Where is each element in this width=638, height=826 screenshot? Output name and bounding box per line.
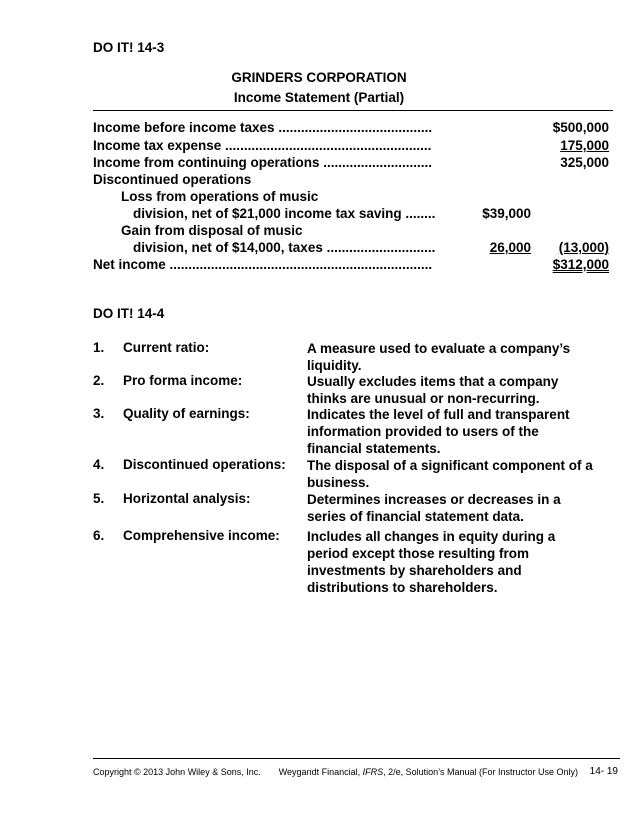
statement-row: [93, 120, 623, 138]
item-term: Current ratio:: [123, 340, 210, 355]
item-number: 5.: [93, 491, 105, 506]
row-amount: 175,000: [560, 138, 609, 153]
row-label: Discontinued operations: [93, 172, 252, 187]
footer-rule: [93, 758, 620, 759]
statement-row: [93, 206, 623, 224]
item-term: Pro forma income:: [123, 373, 243, 388]
row-amount: 325,000: [560, 155, 609, 170]
page-number: 14- 19: [589, 766, 618, 777]
item-number: 6.: [93, 528, 105, 543]
copyright: Copyright © 2013 John Wiley & Sons, Inc.: [93, 767, 261, 777]
item-term: Discontinued operations:: [123, 457, 286, 472]
row-label: division, net of $14,000, taxes .............................: [133, 240, 436, 255]
item-number: 2.: [93, 373, 105, 388]
item-definition: Indicates the level of full and transparent information provided to users of the financial statements.: [307, 407, 570, 456]
item-term: Comprehensive income:: [123, 528, 280, 543]
statement-row: [93, 240, 623, 258]
row-label: division, net of $21,000 income tax saving ........: [133, 206, 436, 221]
row-subamount: $39,000: [482, 206, 531, 221]
item-definition: Determines increases or decreases in a series of financial statement data.: [307, 492, 561, 524]
row-label: Income before income taxes .........................................: [93, 120, 433, 135]
item-number: 4.: [93, 457, 105, 472]
company-name: GRINDERS CORPORATION: [231, 70, 407, 85]
statement-row: [93, 155, 623, 173]
item-definition: Usually excludes items that a company thinks are unusual or non-recurring.: [307, 374, 559, 406]
item-definition: A measure used to evaluate a company’s liquidity.: [307, 341, 571, 373]
row-label: Income from continuing operations .............................: [93, 155, 433, 170]
row-amount: $312,000: [552, 257, 609, 272]
footer-text: [93, 767, 578, 777]
row-label: Net income ......................................................................: [93, 257, 433, 272]
item-term: Quality of earnings:: [123, 406, 250, 421]
statement-row: [93, 172, 623, 190]
book-title-prefix: Weygandt Financial,: [278, 767, 363, 777]
item-number: 3.: [93, 406, 105, 421]
item-definition: Includes all changes in equity during a period except those resulting from investments by shareholders and distributions to shareholders.: [307, 529, 556, 595]
section-heading-14-4: DO IT! 14-4: [93, 306, 165, 321]
statement-row: [93, 223, 623, 241]
statement-row: [93, 189, 623, 207]
row-amount: (13,000): [558, 240, 609, 255]
section-heading-14-3: DO IT! 14-3: [93, 40, 165, 55]
row-label: Gain from disposal of music: [121, 223, 303, 238]
statement-row: [93, 138, 623, 156]
statement-row: [93, 257, 623, 275]
row-label: Loss from operations of music: [121, 189, 319, 204]
book-title-italic: IFRS: [362, 767, 384, 777]
row-subamount: 26,000: [489, 240, 531, 255]
item-term: Horizontal analysis:: [123, 491, 251, 506]
header-rule: [93, 110, 613, 111]
item-number: 1.: [93, 340, 105, 355]
book-title-suffix: , 2/e, Solution’s Manual (For Instructor Use Only): [383, 767, 579, 777]
item-definition: The disposal of a significant component of a business.: [307, 458, 593, 490]
row-label: Income tax expense .......................................................: [93, 138, 432, 153]
statement-title: Income Statement (Partial): [233, 90, 405, 105]
row-amount: $500,000: [552, 120, 609, 135]
